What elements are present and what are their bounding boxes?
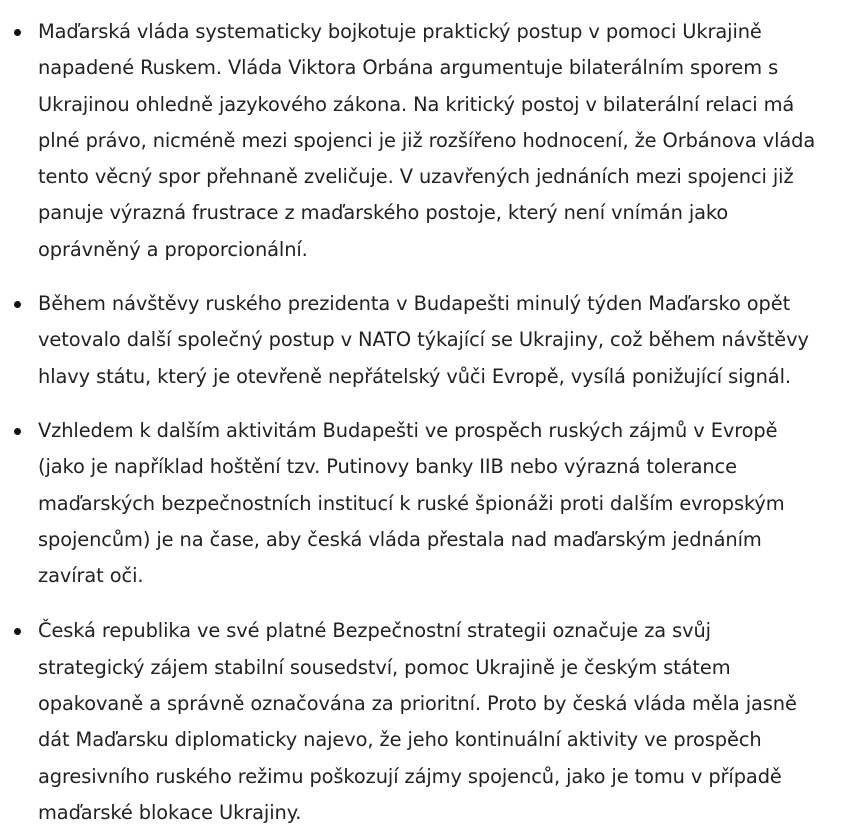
list-item-text: Maďarská vláda systematicky bojkotuje praktický postup v pomoci Ukrajině napadené Ruskem. Vláda Viktora Orbána argumentuje bilaterálním sporem s Ukrajinou ohledně jazykového zákona. Na kritický postoj v bilaterální relaci má plné právo, nicméně mezi spojenci je již rozšířeno hodnocení, že Orbánova vláda tento věcný spor přehnaně zveličuje. V uzavřených jednáních mezi spojenci již panuje výrazná frustrace z maďarského postoje, který není vnímán jako oprávněný a proporcionální. — [38, 20, 816, 261]
list-item — [0, 286, 842, 395]
bullet-point-icon — [14, 428, 21, 435]
list-item — [0, 413, 842, 594]
bullet-point-icon — [14, 301, 21, 308]
list-item-text: Během návštěvy ruského prezidenta v Budapešti minulý týden Maďarsko opět vetovalo další společný postup v NATO týkající se Ukrajiny, což během návštěvy hlavy státu, který je otevřeně nepřátelský vůči Evropě, vysílá ponižující signál. — [38, 292, 809, 388]
list-item — [0, 613, 842, 831]
list-item-text: Česká republika ve své platné Bezpečnostní strategii označuje za svůj strategický zájem stabilní sousedství, pomoc Ukrajině je českým státem opakovaně a správně označována za prioritní. Proto by česká vláda měla jasně dát Maďarsku diplomaticky najevo, že jeho kontinuální aktivity ve prospěch agresivního ruského režimu poškozují zájmy spojenců, jako je tomu v případě maďarské blokace Ukrajiny. — [38, 619, 797, 824]
list-item — [0, 14, 842, 268]
list-item-text: Vzhledem k dalším aktivitám Budapešti ve prospěch ruských zájmů v Evropě (jako je například hoštění tzv. Putinovy banky IIB nebo výrazná tolerance maďarských bezpečnostních institucí k ruské špionáži proti dalším evropským spojencům) je na čase, aby česká vláda přestala nad maďarským jednáním zavírat oči. — [38, 418, 785, 588]
bullet-point-icon — [14, 29, 21, 36]
bullet-point-icon — [14, 628, 21, 635]
